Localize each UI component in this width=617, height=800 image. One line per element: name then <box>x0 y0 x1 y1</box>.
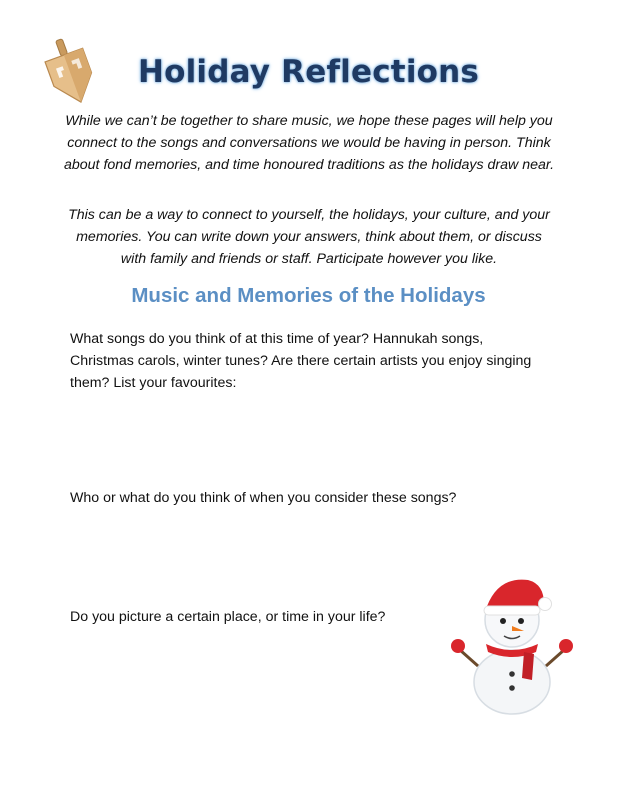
intro-paragraph-2: This can be a way to connect to yourself, the holidays, your culture, and your memories. You can write down your answers, think about them, or discuss with family and friends or staff. Participate however you like. <box>68 207 550 267</box>
snowman-icon <box>444 570 580 720</box>
intro-paragraph-1: While we can’t be together to share music, we hope these pages will help you connect to the songs and conversations we would be having in person. Think about fond memories, and time honoured traditions as the holidays draw near. <box>64 113 555 173</box>
page-title: Holiday Reflections <box>137 54 480 90</box>
question-favourite-songs: What songs do you think of at this time of year? Hannukah songs, Christmas carols, winter tunes? Are there certain artists you enjoy singing them? List your favourites: <box>70 331 532 391</box>
section-heading: Music and Memories of the Holidays <box>131 284 486 307</box>
question-who-or-what: Who or what do you think of when you consider these songs? <box>70 490 457 506</box>
question-place-or-time: Do you picture a certain place, or time in your life? <box>70 609 386 625</box>
